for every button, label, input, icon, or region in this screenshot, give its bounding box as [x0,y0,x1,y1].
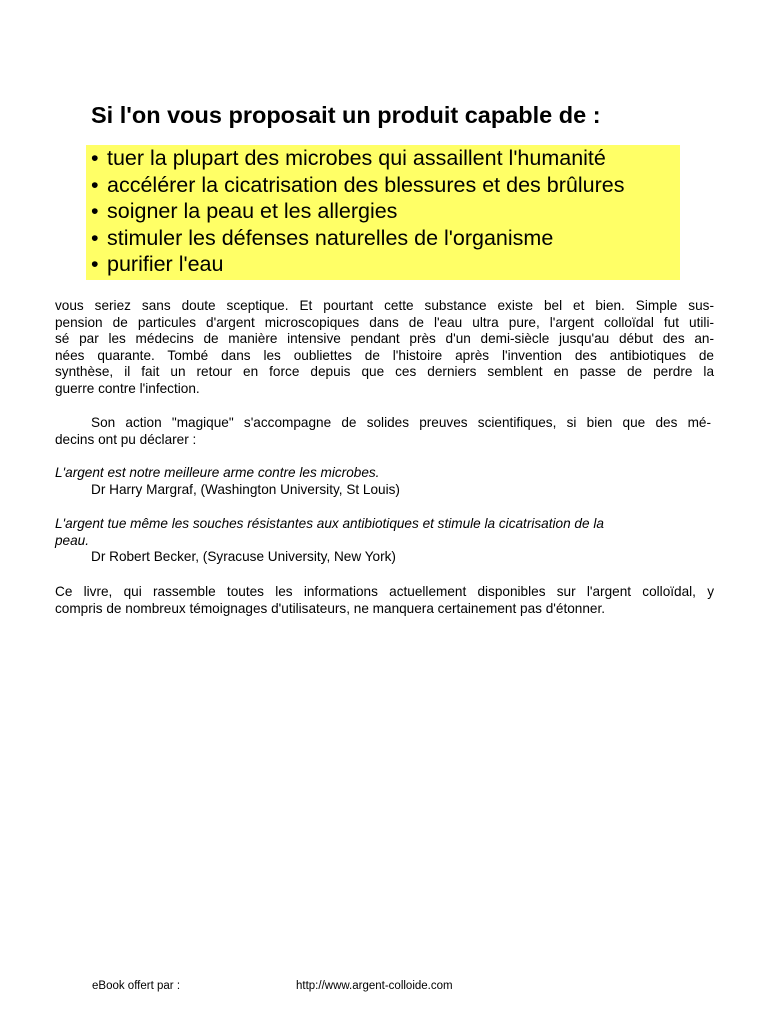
quote-text: L'argent tue même les souches résistantes aux antibiotiques et stimule la cicatrisation de la [55,516,604,531]
bullet-icon: • [91,146,99,170]
closing-paragraph [55,584,714,617]
quote-author: Dr Harry Margraf, (Washington University, St Louis) [91,481,400,497]
benefit-text: stimuler les défenses naturelles de l'organisme [107,225,554,250]
highlighted-benefits-list [86,145,680,280]
footer-url-link[interactable]: http://www.argent-colloide.com [296,980,453,992]
intro-paragraph [55,298,714,398]
paragraph-line: Son action "magique" s'accompagne de solides preuves scientifiques, si bien que des mé- [91,415,711,430]
quote-margraf [55,465,714,498]
paragraph-line: synthèse, il fait un retour en force depuis que ces derniers semblent en passe de perdre la [55,364,714,380]
benefit-text: accélérer la cicatrisation des blessures et des brûlures [107,172,625,197]
footer-label: eBook offert par : [92,980,181,992]
paragraph-line: guerre contre l'infection. [55,380,200,396]
paragraph-line: compris de nombreux témoignages d'utilisateurs, ne manquera certainement pas d'étonner. [55,600,606,616]
quote-author: Dr Robert Becker, (Syracuse University, New York) [91,549,396,565]
paragraph-line: nées quarante. Tombé dans les oubliettes de l'histoire après l'invention des antibiotiques de [55,347,714,363]
paragraph-line: sé par les médecins de manière intensive pendant près d'un demi-siècle jusqu'au début des an- [55,331,714,347]
paragraph-line: decins ont pu déclarer : [55,431,197,447]
action-paragraph [55,415,714,448]
benefit-item [86,172,680,199]
benefit-text: purifier l'eau [107,252,224,276]
benefit-item [86,145,680,172]
benefit-item [86,225,680,252]
quote-text: L'argent est notre meilleure arme contre les microbes. [55,465,380,480]
bullet-icon: • [91,172,99,197]
bullet-icon: • [91,199,99,223]
paragraph-line: vous seriez sans doute sceptique. Et pourtant cette substance existe bel et bien. Simple sus- [55,298,714,313]
page-title: Si l'on vous proposait un produit capable de : [91,102,601,128]
benefit-text: tuer la plupart des microbes qui assaillent l'humanité [107,146,606,170]
paragraph-line: pension de particules d'argent microscopiques dans de l'eau ultra pure, l'argent colloïdal fut utili- [55,314,714,330]
benefit-item [86,198,680,225]
quote-text: peau. [55,532,90,548]
paragraph-line: Ce livre, qui rassemble toutes les informations actuellement disponibles sur l'argent colloïdal, y [55,584,714,599]
bullet-icon: • [91,225,99,250]
benefit-text: soigner la peau et les allergies [107,199,398,223]
benefit-item [86,251,680,278]
bullet-icon: • [91,252,99,276]
quote-becker [55,516,714,566]
